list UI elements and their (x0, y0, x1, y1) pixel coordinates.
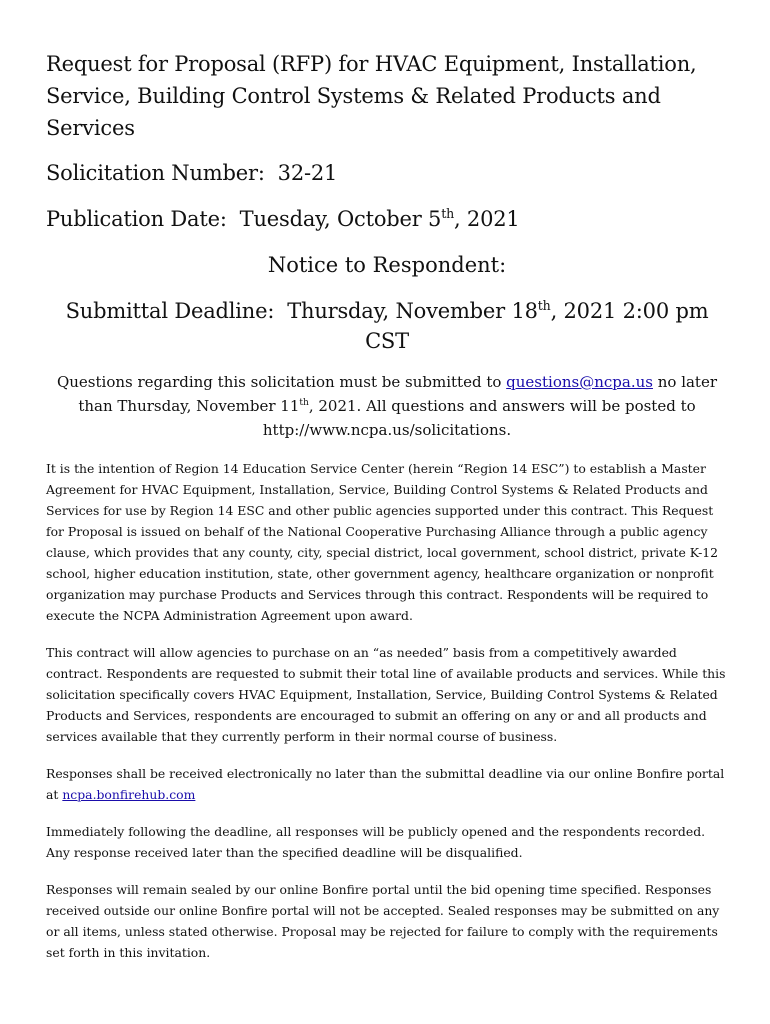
bonfire-portal-link[interactable]: ncpa.bonfirehub.com (62, 787, 196, 802)
document-title-line-2: Service, Building Control Systems & Related Products and Services (46, 84, 661, 140)
paragraph-public-opening: Immediately following the deadline, all responses will be publicly opened and the respondents recorded. Any response received later than the specified deadline will be disqualified. (46, 824, 706, 860)
paragraph-electronic-submission: Responses shall be received electronically no later than the submittal deadline via our online Bonfire portal at ncpa.bonfirehub.com (46, 766, 725, 802)
solicitation-number-label: Solicitation Number: (46, 161, 265, 185)
document-title (46, 48, 728, 144)
publication-date-value: Tuesday, October 5th, 2021 (239, 206, 520, 231)
document-title-line-1: Request for Proposal (RFP) for HVAC Equipment, Installation, (46, 52, 697, 76)
solicitation-number (46, 158, 728, 188)
paragraph-intent: It is the intention of Region 14 Education Service Center (herein “Region 14 ESC”) to establish a Master Agreement for HVAC Equipment, Installation, Service, Building Control Systems & Related Products and Services for use by Region 14 ESC and other public agencies supported under this contract. This Request for Proposal is issued on behalf of the National Cooperative Purchasing Alliance through a public agency clause, which provides that any county, city, special district, local government, school district, private K-12 school, higher education institution, state, other government agency, healthcare organization or nonprofit organization may purchase Products and Services through this contract. Respondents will be required to execute the NCPA Administration Agreement upon award. (46, 461, 719, 623)
paragraph-sealed-responses: Responses will remain sealed by our online Bonfire portal until the bid opening time specified. Responses received outside our online Bonfire portal will not be accepted. Sealed responses may be submitted on any or all items, unless stated otherwise. Proposal may be rejected for failure to comply with the requirements set forth in this invitation. (46, 882, 720, 960)
submittal-deadline-value: Thursday, November 18th, 2021 2:00 pm CST (287, 298, 709, 353)
submittal-deadline (46, 296, 728, 356)
publication-date (46, 204, 728, 234)
document-page (46, 48, 728, 963)
questions-email-link[interactable]: questions@ncpa.us (506, 373, 653, 391)
questions-notice: Questions regarding this solicitation must be submitted to questions@ncpa.us no later than Thursday, November 11th, 2021. All questions and answers will be posted to http://www.ncpa.us/solicitations. (56, 373, 718, 439)
publication-date-label: Publication Date: (46, 207, 227, 231)
notice-heading: Notice to Respondent: (267, 253, 507, 277)
submittal-deadline-label: Submittal Deadline: (65, 299, 275, 323)
paragraph-contract-scope: This contract will allow agencies to purchase on an “as needed” basis from a competitively awarded contract. Respondents are requested to submit their total line of available products and services. While this solicitation specifically covers HVAC Equipment, Installation, Service, Building Control Systems & Related Products and Services, respondents are encouraged to submit an offering on any or and all products and services available that they currently perform in their normal course of business. (46, 645, 726, 744)
solicitations-url: http://www.ncpa.us/solicitations. (262, 421, 512, 439)
solicitation-number-value: 32-21 (277, 161, 338, 185)
